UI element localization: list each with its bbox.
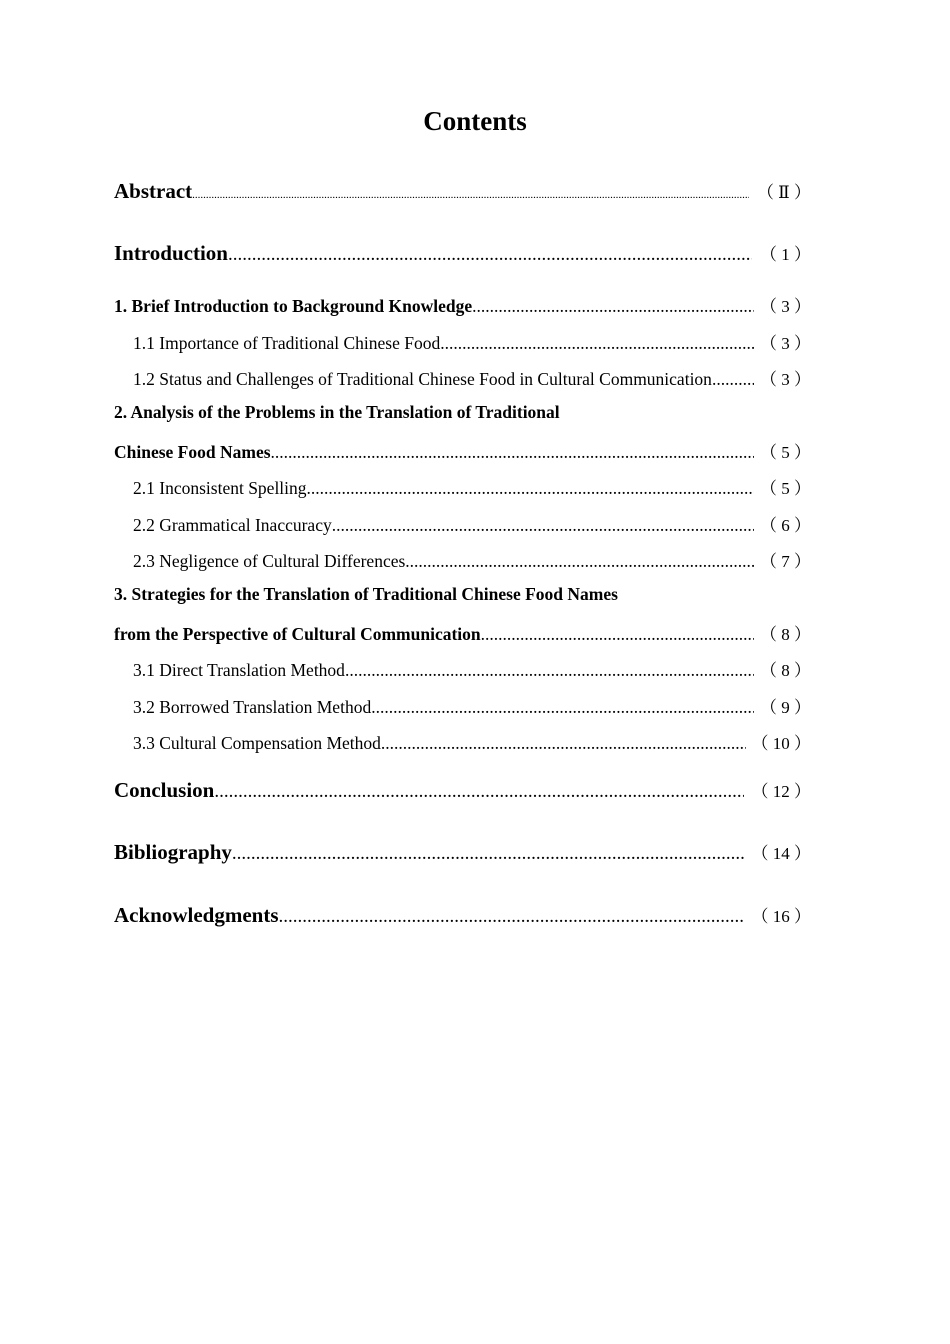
toc-label: 3.1 Direct Translation Method <box>133 660 345 680</box>
dot-leader <box>472 296 754 317</box>
toc-page-number: （ 10 ） <box>751 734 811 753</box>
dot-leader <box>214 781 743 803</box>
toc-entry-conclusion[interactable] <box>114 777 811 807</box>
dot-leader <box>481 624 754 645</box>
toc-page-number: （ 12 ） <box>751 782 811 801</box>
toc-label: Conclusion <box>114 778 215 802</box>
toc-page-number: （ 9 ） <box>760 698 811 717</box>
toc-entry-chapter-2[interactable] <box>114 438 811 468</box>
toc-entry-abstract[interactable] <box>114 178 811 208</box>
dot-leader <box>279 906 744 928</box>
toc-page-number: （ 3 ） <box>760 370 811 389</box>
dot-leader <box>332 515 754 536</box>
toc-label: 2.1 Inconsistent Spelling <box>133 478 307 498</box>
toc-label: from the Perspective of Cultural Communication <box>114 624 481 644</box>
toc-entry-bibliography[interactable] <box>114 839 811 869</box>
toc-entry-chapter-1[interactable] <box>114 292 811 322</box>
toc-label: 3.3 Cultural Compensation Method <box>133 733 381 753</box>
toc-page-number: （ 3 ） <box>760 297 811 316</box>
dot-leader <box>381 733 746 754</box>
toc-page-number: （ 8 ） <box>760 661 811 680</box>
toc-page-number: （ 6 ） <box>760 516 811 535</box>
toc-page-number: （ 5 ） <box>760 479 811 498</box>
toc-label: 1. Brief Introduction to Background Knowledge <box>114 296 473 316</box>
toc-page-number: （ 16 ） <box>751 907 811 926</box>
toc-page-number: （ 14 ） <box>751 844 811 863</box>
toc-label: Abstract <box>114 179 193 203</box>
dot-leader <box>307 478 754 499</box>
dot-leader <box>712 369 754 390</box>
toc-label: 2.3 Negligence of Cultural Differences <box>133 551 406 571</box>
dot-leader <box>271 442 754 463</box>
toc-chapter-3-line-1[interactable]: 3. Strategies for the Translation of Traditional Chinese Food Names <box>114 584 618 604</box>
toc-label: Acknowledgments <box>114 903 279 927</box>
toc-page-number: （ 1 ） <box>760 245 811 264</box>
dot-leader <box>228 244 752 266</box>
toc-entry-section-1-1[interactable] <box>133 329 811 359</box>
toc-entry-section-2-1[interactable] <box>133 474 811 504</box>
toc-entry-acknowledgments[interactable] <box>114 902 811 932</box>
dot-leader <box>232 843 744 865</box>
toc-entry-section-2-3[interactable] <box>133 547 811 577</box>
dot-leader <box>440 333 754 354</box>
toc-page-number: （ 3 ） <box>760 334 811 353</box>
dot-leader <box>371 697 754 718</box>
toc-page-number: （ 8 ） <box>760 625 811 644</box>
toc-page-number: （ 7 ） <box>760 552 811 571</box>
toc-entry-section-3-2[interactable] <box>133 693 811 723</box>
dot-leader <box>405 551 754 572</box>
toc-label: 1.2 Status and Challenges of Traditional Chinese Food in Cultural Communication <box>133 369 712 389</box>
toc-page-number: （ 5 ） <box>760 443 811 462</box>
toc-entry-section-3-1[interactable] <box>133 656 811 686</box>
toc-label: Chinese Food Names <box>114 442 271 462</box>
toc-entry-section-3-3[interactable] <box>133 729 811 759</box>
toc-label: 3.2 Borrowed Translation Method <box>133 697 372 717</box>
toc-chapter-2-line-1[interactable]: 2. Analysis of the Problems in the Translation of Traditional <box>114 402 560 422</box>
dot-leader <box>345 660 754 681</box>
page-title: Contents <box>423 106 527 136</box>
toc-entry-introduction[interactable] <box>114 240 811 270</box>
toc-page-number: （ Ⅱ ） <box>756 183 811 202</box>
dot-leader <box>192 189 749 201</box>
toc-entry-section-1-2[interactable] <box>133 365 811 395</box>
toc-label: 2.2 Grammatical Inaccuracy <box>133 515 332 535</box>
toc-label: Bibliography <box>114 840 232 864</box>
toc-entry-section-2-2[interactable] <box>133 511 811 541</box>
toc-label: 1.1 Importance of Traditional Chinese Food <box>133 333 441 353</box>
toc-label: Introduction <box>114 241 228 265</box>
toc-entry-chapter-3[interactable] <box>114 620 811 650</box>
